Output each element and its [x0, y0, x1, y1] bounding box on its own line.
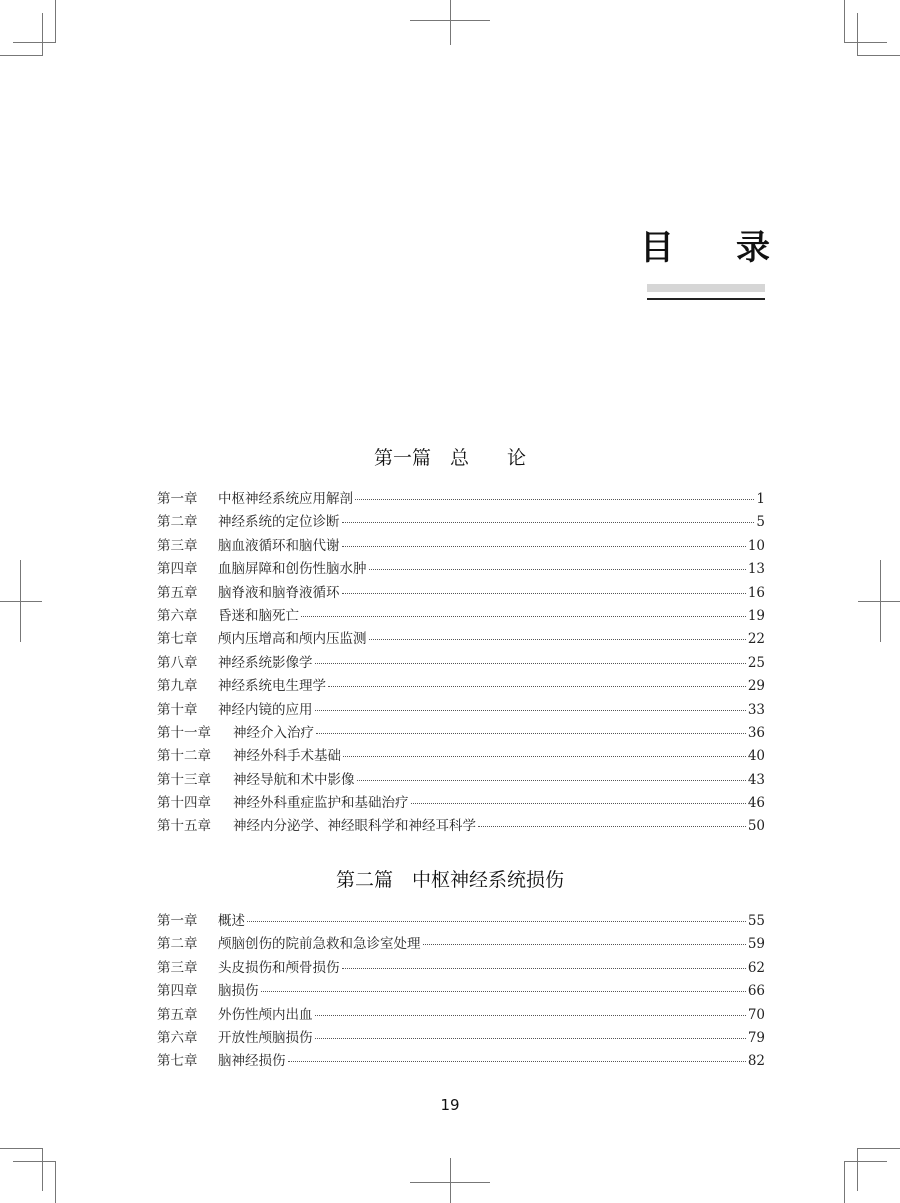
chapter-label: 第六章	[157, 607, 198, 624]
chapter-label: 第二章	[157, 936, 198, 953]
dot-leader	[369, 569, 746, 570]
crop-mark	[410, 20, 490, 21]
part-2-heading: 第二篇 中枢神经系统损伤	[335, 869, 564, 891]
chapter-label: 第九章	[157, 678, 198, 695]
chapter-page: 1	[756, 491, 765, 507]
dot-leader	[315, 710, 746, 711]
toc-entry[interactable]	[157, 651, 765, 674]
crop-mark	[858, 1148, 900, 1149]
chapter-page: 70	[747, 1006, 765, 1023]
chapter-label: 第五章	[157, 584, 198, 601]
crop-mark	[13, 42, 56, 43]
toc-entry[interactable]	[157, 674, 765, 697]
dot-leader	[261, 991, 746, 992]
chapter-page: 66	[747, 983, 765, 1000]
toc-entry[interactable]	[157, 627, 765, 650]
chapter-label: 第十三章	[157, 771, 211, 788]
chapter-title: 脑血液循环和脑代谢	[218, 537, 340, 554]
chapter-title: 神经导航和术中影像	[233, 771, 355, 788]
toc-entry[interactable]	[157, 909, 765, 932]
toc-entry[interactable]	[157, 487, 765, 510]
dot-leader	[301, 616, 746, 617]
crop-mark	[410, 1182, 490, 1183]
toc-entry[interactable]	[157, 979, 765, 1002]
chapter-label: 第六章	[157, 1029, 198, 1046]
chapter-label: 第四章	[157, 983, 198, 1000]
toc-entry[interactable]	[157, 1049, 765, 1072]
chapter-label: 第一章	[157, 913, 198, 929]
toc-entry[interactable]	[157, 956, 765, 979]
chapter-page: 16	[747, 584, 765, 601]
toc-entry[interactable]	[157, 534, 765, 557]
crop-mark	[844, 1161, 845, 1203]
crop-mark	[55, 0, 56, 42]
chapter-title: 神经系统的定位诊断	[218, 514, 340, 531]
crop-mark	[858, 601, 900, 602]
toc-entry[interactable]	[157, 932, 765, 955]
toc-entry[interactable]	[157, 581, 765, 604]
toc-entry[interactable]	[157, 557, 765, 580]
chapter-title: 血脑屏障和创伤性脑水肿	[218, 561, 367, 578]
chapter-title: 神经外科重症监护和基础治疗	[233, 795, 409, 812]
part-1-toc	[157, 487, 765, 838]
page-number: 19	[440, 1096, 460, 1114]
chapter-page: 55	[747, 913, 765, 929]
crop-mark	[13, 1161, 56, 1162]
crop-mark	[450, 0, 451, 45]
toc-entry[interactable]	[157, 721, 765, 744]
chapter-page: 22	[747, 631, 765, 648]
chapter-title: 头皮损伤和颅骨损伤	[218, 959, 340, 976]
chapter-page: 46	[747, 795, 765, 812]
dot-leader	[342, 546, 746, 547]
chapter-title: 颅脑创伤的院前急救和急诊室处理	[218, 936, 421, 953]
toc-entry[interactable]	[157, 698, 765, 721]
dot-leader	[342, 593, 746, 594]
chapter-title: 神经介入治疗	[233, 724, 314, 741]
part-1-heading: 第一篇 总 论	[373, 447, 526, 469]
chapter-page: 43	[747, 771, 765, 788]
dot-leader	[343, 756, 746, 757]
dot-leader	[315, 1015, 746, 1016]
chapter-page: 36	[747, 724, 765, 741]
chapter-page: 5	[756, 514, 765, 531]
chapter-title: 颅内压增高和颅内压监测	[218, 631, 367, 648]
chapter-title: 神经内镜的应用	[218, 701, 313, 718]
toc-entry[interactable]	[157, 791, 765, 814]
dot-leader	[315, 1038, 746, 1039]
toc-title-char-1: 目	[640, 228, 674, 268]
dot-leader	[328, 686, 746, 687]
chapter-title: 开放性颅脑损伤	[218, 1029, 313, 1046]
dot-leader	[316, 733, 746, 734]
crop-mark	[450, 1158, 451, 1203]
toc-entry[interactable]	[157, 744, 765, 767]
crop-mark	[858, 55, 900, 56]
crop-mark	[857, 13, 858, 56]
chapter-title: 中枢神经系统应用解剖	[218, 491, 353, 507]
dot-leader	[478, 826, 746, 827]
toc-entry[interactable]	[157, 768, 765, 791]
chapter-page: 62	[747, 959, 765, 976]
dot-leader	[411, 803, 746, 804]
chapter-page: 59	[747, 936, 765, 953]
chapter-page: 79	[747, 1029, 765, 1046]
chapter-label: 第五章	[157, 1006, 198, 1023]
crop-mark	[55, 1161, 56, 1203]
dot-leader	[288, 1061, 746, 1062]
toc-entry[interactable]	[157, 1003, 765, 1026]
chapter-page: 13	[747, 561, 765, 578]
part-2-toc	[157, 909, 765, 1073]
dot-leader	[369, 639, 746, 640]
chapter-label: 第十二章	[157, 748, 211, 765]
chapter-label: 第一章	[157, 491, 198, 507]
toc-entry[interactable]	[157, 814, 765, 837]
chapter-label: 第二章	[157, 514, 198, 531]
chapter-page: 33	[747, 701, 765, 718]
toc-title-char-2: 录	[736, 228, 770, 268]
title-rule	[647, 298, 765, 300]
chapter-label: 第七章	[157, 631, 198, 648]
chapter-title: 脑神经损伤	[218, 1053, 286, 1070]
dot-leader	[423, 944, 746, 945]
toc-entry[interactable]	[157, 510, 765, 533]
chapter-title: 昏迷和脑死亡	[218, 607, 299, 624]
chapter-page: 40	[747, 748, 765, 765]
chapter-label: 第十四章	[157, 795, 211, 812]
chapter-label: 第十五章	[157, 818, 211, 835]
chapter-label: 第四章	[157, 561, 198, 578]
chapter-label: 第三章	[157, 959, 198, 976]
crop-mark	[857, 1148, 858, 1191]
chapter-title: 神经系统影像学	[218, 654, 313, 671]
chapter-title: 脑损伤	[218, 983, 259, 1000]
chapter-title: 脑脊液和脑脊液循环	[218, 584, 340, 601]
chapter-title: 概述	[218, 913, 245, 929]
dot-leader	[342, 522, 755, 523]
chapter-page: 50	[747, 818, 765, 835]
chapter-label: 第八章	[157, 654, 198, 671]
crop-mark	[0, 1148, 42, 1149]
crop-mark	[42, 1148, 43, 1191]
chapter-page: 25	[747, 654, 765, 671]
chapter-label: 第三章	[157, 537, 198, 554]
dot-leader	[315, 663, 746, 664]
chapter-title: 外伤性颅内出血	[218, 1006, 313, 1023]
crop-mark	[844, 1161, 887, 1162]
chapter-label: 第十章	[157, 701, 198, 718]
crop-mark	[0, 55, 42, 56]
toc-entry[interactable]	[157, 604, 765, 627]
chapter-title: 神经内分泌学、神经眼科学和神经耳科学	[233, 818, 476, 835]
chapter-page: 29	[747, 678, 765, 695]
chapter-label: 第十一章	[157, 724, 211, 741]
crop-mark	[844, 0, 845, 42]
chapter-page: 19	[747, 607, 765, 624]
chapter-page: 82	[747, 1053, 765, 1070]
toc-title	[640, 220, 770, 269]
dot-leader	[357, 780, 746, 781]
crop-mark	[0, 601, 42, 602]
chapter-label: 第七章	[157, 1053, 198, 1070]
chapter-title: 神经系统电生理学	[218, 678, 326, 695]
chapter-page: 10	[747, 537, 765, 554]
chapter-title: 神经外科手术基础	[233, 748, 341, 765]
dot-leader	[342, 968, 746, 969]
title-gray-bar	[647, 284, 765, 292]
crop-mark	[42, 13, 43, 56]
dot-leader	[247, 921, 746, 922]
crop-mark	[844, 42, 887, 43]
toc-entry[interactable]	[157, 1026, 765, 1049]
dot-leader	[355, 499, 754, 500]
